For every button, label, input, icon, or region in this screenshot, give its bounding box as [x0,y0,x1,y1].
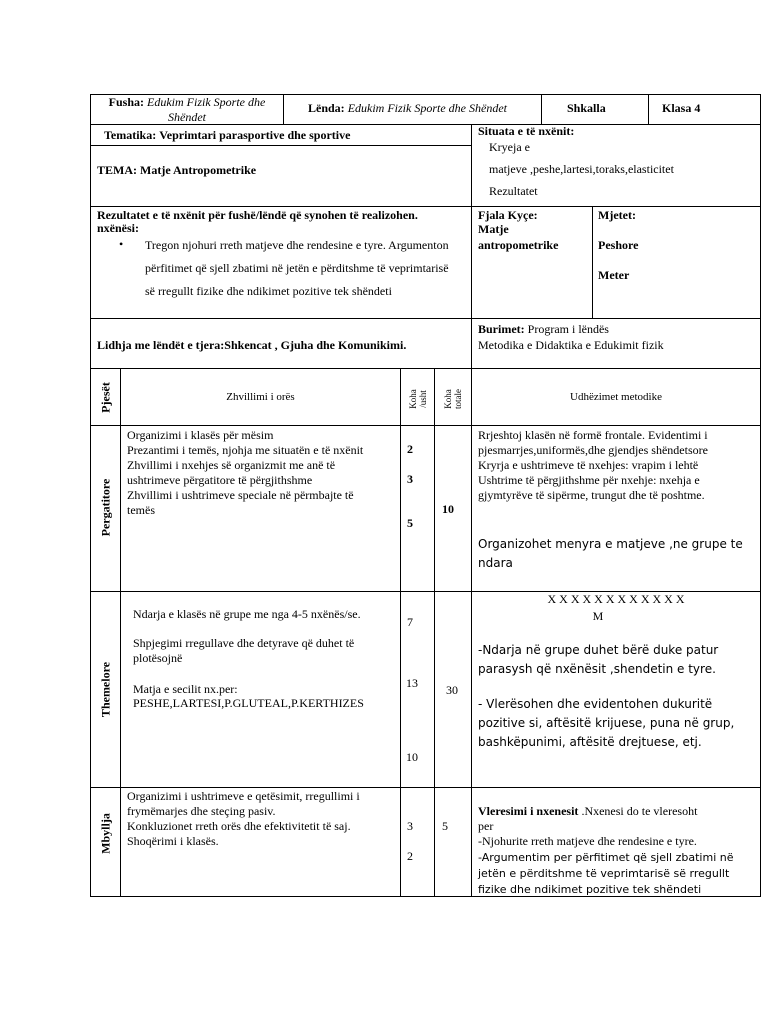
formation-line-1: X X X X X X X X X X X X [547,592,685,606]
themelore-p1: Ndarja e klasës në grupe me nga 4-5 nxënës/se. [133,607,361,621]
rezultatet-heading-2: nxënësi: [97,221,139,235]
themelore-totale: 30 [446,683,458,697]
mjetet-label: Mjetet: [598,208,636,222]
themelore-udhezime-p2: - Vlerësohen dhe evidentohen dukuritë pozitive si, aftësitë krijuese, puna në grup, bashkëpunimi, aftësitë drejtuese, etj. [478,697,735,749]
themelore-usht-3: 10 [406,750,418,764]
tematika-label: Tematika: [104,128,157,142]
header-zhvillimi: Zhvillimi i orës [226,391,295,403]
row-mbyllja-totale-cell [434,787,472,897]
pergatitore-line: temës [127,503,155,517]
pergatitore-text [127,428,399,518]
vleresimi-rest: .Nxenesi do te vleresoht [578,804,698,818]
pergatitore-udhezime-line: pjesmarrjes,uniformës,dhe gjendjes shëndetsore [478,443,708,457]
header-koha-usht-1: Koha [408,389,418,409]
fusha-label: Fusha: [108,95,145,109]
themelore-usht-2: 13 [406,676,418,690]
situata-line3: Rezultatet [489,184,538,198]
label-themelore: Themelore [98,661,113,718]
mbyllja-text [127,789,399,849]
tematika [104,128,350,143]
pergatitore-udhezime-line: Rrjeshtoj klasën në formë frontale. Evidentimi i [478,428,708,442]
themelore-udhezime-p1: -Ndarja në grupe duhet bërë duke patur parasysh që nxënësit ,shendetin e tyre. [478,643,719,676]
mbyllja-udhezime-2: per [478,819,494,833]
pergatitore-line: Zhvillimi i ushtrimeve speciale në përmbajte të [127,488,354,502]
header-koha-usht [408,374,428,424]
klasa: Klasa 4 [662,101,701,115]
fjala-kyce-line2: antropometrike [478,238,559,252]
lenda-value: Edukim Fizik Sporte dhe Shëndet [347,101,507,115]
rezultatet-bullet-2: përfitimet që sjell zbatimi në jetën e përditshme të veprimtarisë [145,261,449,275]
pergatitore-usht-3: 5 [407,516,413,530]
vleresimi [478,804,758,819]
mbyllja-line: Organizimi i ushtrimeve e qetësimit, rregullimi i [127,789,360,803]
mbyllja-line: Konkluzionet rreth orës dhe efektivitetit të saj. [127,819,351,833]
themelore-p3-1: Matja e secilit nx.per: [133,682,238,696]
pergatitore-udhezime-line: Ushtrime të përgjithshme për nxehje: nxehja e [478,473,700,487]
row-pergatitore-usht-cell [400,425,435,592]
pergatitore-line: Zhvillimi i nxehjes së organizmit me anë të [127,458,336,472]
rezultatet-heading-1: Rezultatet e të nxënit për fushë/lëndë që synohen të realizohen. [97,208,418,222]
situata-line1: Kryeja e [489,140,530,154]
situata-line2: matjeve ,peshe,lartesi,toraks,elasticitet [489,162,674,176]
mbyllja-udhezime-6: fizike dhe ndikimet pozitive tek shëndeti [478,883,702,896]
pergatitore-usht-1: 2 [407,442,413,456]
pergatitore-usht-2: 3 [407,472,413,486]
tematika-value: Veprimtari parasportive dhe sportive [159,128,351,142]
burimet [478,322,609,337]
mjetet-item-2: Meter [598,268,630,282]
rezultatet-bullet-1: Tregon njohuri rreth matjeve dhe rendesine e tyre. Argumenton [145,238,449,252]
burimet-label: Burimet: [478,322,525,336]
pergatitore-line: Organizimi i klasës për mësim [127,428,274,442]
lenda [308,101,540,116]
mbyllja-line: Shoqërimi i klasës. [127,834,219,848]
mbyllja-udhezime-5: jetën e përditshme të veprimtarisë së rregullt [478,867,730,880]
fusha [92,95,282,125]
bullet-dot: • [119,237,124,251]
themelore-p2: Shpjegimi rregullave dhe detyrave që duhet të plotësojnë [133,636,355,665]
tema [97,163,256,178]
themelore-p3-2: PESHE,LARTESI,P.GLUTEAL,P.KERTHIZES [133,696,364,710]
shkalla: Shkalla [567,101,606,115]
fjala-kyce-label: Fjala Kyçe: [478,208,538,222]
header-koha-totale-1: Koha [443,389,453,409]
lenda-label: Lënda: [308,101,345,115]
header-koha-usht-2: /usht [418,390,428,408]
mbyllja-totale: 5 [442,819,448,833]
burimet-line2: Metodika e Didaktika e Edukimit fizik [478,338,664,352]
fusha-value-1: Edukim Fizik Sporte dhe [147,95,266,109]
pergatitore-udhezime-line: Kryrja e ushtrimeve të nxehjes: vrapim i lehtë [478,458,699,472]
row-mbyllja-usht-cell [400,787,435,897]
pergatitore-udhezime-line: gjymtyrëve të sipërme, trungut dhe të poshtme. [478,488,705,502]
header-koha-totale [443,374,463,424]
header-koha-totale-2: totale [453,389,463,409]
mbyllja-usht-2: 2 [407,849,413,863]
vleresimi-label: Vleresimi i nxenesit [478,804,579,818]
burimet-line1: Program i lëndës [527,322,609,336]
pergatitore-totale: 10 [442,502,454,516]
fjala-kyce-line1: Matje [478,222,509,236]
pergatitore-udhezime-extra: Organizohet menyra e matjeve ,ne grupe te ndara [478,537,743,570]
pergatitore-udhezime [478,428,760,503]
header-udhezimet: Udhëzimet metodike [570,391,662,403]
tema-value: Matje Antropometrike [140,163,257,177]
header-pjeset: Pjesët [98,382,113,413]
mjetet-item-1: Peshore [598,238,639,252]
situata-label: Situata e të nxënit: [478,124,575,138]
rezultatet-bullet-3: së rregullt fizike dhe ndikimet pozitive tek shëndeti [145,284,392,298]
pergatitore-line: ushtrimeve përgatitore të përgjithshme [127,473,313,487]
tema-label: TEMA: [97,163,137,177]
themelore-usht-1: 7 [407,615,413,629]
mbyllja-udhezime-3: -Njohurite rreth matjeve dhe rendesine e tyre. [478,834,697,848]
mbyllja-udhezime-4: -Argumentim per përfitimet që sjell zbatimi në [478,851,734,864]
mbyllja-line: frymëmarjes dhe steçing pasiv. [127,804,276,818]
label-pergatitore: Pergatitore [98,478,113,537]
mbyllja-usht-1: 3 [407,819,413,833]
lidhja: Lidhja me lëndët e tjera:Shkencat , Gjuha dhe Komunikimi. [97,338,407,352]
fusha-value-2: Shëndet [168,110,206,124]
pergatitore-line: Prezantimi i temës, njohja me situatën e të nxënit [127,443,364,457]
label-mbyllja: Mbyllja [98,813,113,854]
formation-line-2: M [592,609,604,623]
